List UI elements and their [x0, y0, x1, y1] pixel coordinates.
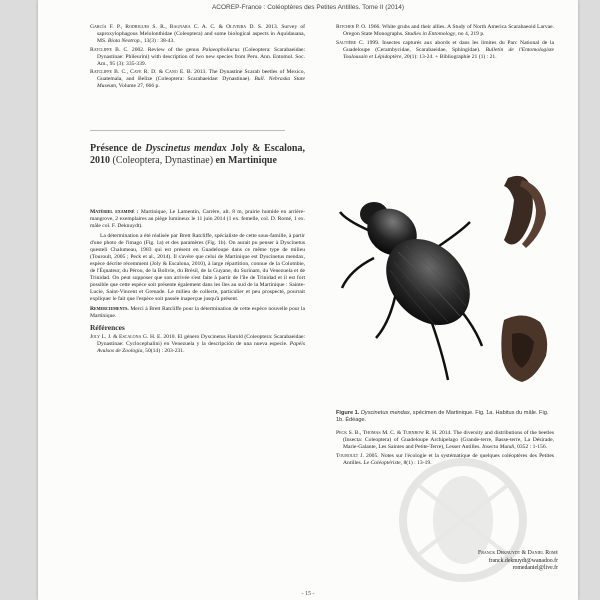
reference-tail: , 13(3) : 38-43.: [140, 38, 175, 44]
article-title: [90, 143, 305, 166]
author-email: franck.deknuydt@wanadoo.fr: [488, 557, 558, 564]
reference-journal: Le Coléoptériste: [363, 459, 401, 466]
reference-item: [90, 69, 305, 90]
reference-item: [90, 47, 305, 68]
reference-author: Touroult J.: [336, 452, 364, 459]
title-part: Joly & Escalona, 2010: [90, 143, 305, 166]
reference-tail: , 50(14) : 203-231.: [142, 348, 185, 354]
thanks-text: Merci à Brett Ratcliffe pour la détermination de cette espèce nouvelle pour la Martinique.: [90, 306, 305, 319]
title-part: Présence de: [90, 143, 146, 154]
reference-tail: , no 4, 219 p.: [455, 31, 485, 37]
caption-text: , spécimen de Martinique. Fig. 1a. Habitus du mâle. Fig. 1b. Édéage.: [336, 410, 549, 423]
author-email: romedaniel@live.fr: [512, 565, 558, 571]
reference-journal: Biota Neotrop.: [107, 38, 141, 44]
reference-item: [336, 40, 554, 61]
reference-tail: (Coleoptera: Scarabaeidae: Dynastinae: Phileurini) with description of two new species from Peru. Ann. Entomol. Soc. Am., 95 (3): 335-339.: [97, 46, 306, 67]
reference-item: [90, 24, 305, 45]
reference-tail: , 20(1): 13-24. + Bibliographie 21 (1) : 21.: [401, 53, 497, 60]
reference-journal: Bulletin de l'Entomologiste Toulousain et Lépidoptère: [343, 46, 554, 60]
material-examined: [90, 209, 305, 230]
watermark-logo: [378, 445, 548, 595]
beetle-habitus: [340, 199, 487, 380]
beetle-figure: [336, 170, 558, 410]
reference-text: 1966. White grubs and their allies. A Study of North America Scarabaeoid Larvae. Oregon State Monographs.: [343, 24, 554, 37]
caption-species: Dyscinetus mendax: [360, 410, 410, 416]
aedeagus-side: [501, 315, 547, 382]
reference-journal: Papéis Avulsos de Zoologia: [97, 341, 305, 354]
page-number: - 15 -: [301, 591, 315, 597]
reference-journal: Insecta Mundi: [482, 444, 515, 450]
reference-author: Ritcher P. O.: [336, 24, 367, 30]
reference-text: 2010. El género Dyscinetus Harold (Coleoptera: Scarabaeidae: Dynastinae: Cyclocephalini) en Venezuela y la descripción de una nueva especie.: [97, 334, 305, 347]
section-divider: [90, 130, 285, 131]
title-part: en Martinique: [213, 154, 277, 166]
reference-text: 2005. Notes sur l'écologie et la systématique de quelques coléoptères des Petites Antilles.: [343, 452, 554, 466]
reference-text: 1999. Insectes capturés aux abords et dans les limites du Parc National de la Guadeloupe (Cerambycidae, Scarabaeidae, Sphingidae).: [343, 39, 555, 53]
reference-tail: , 8(1) : 13-19.: [400, 459, 432, 466]
journal-page: [38, 0, 578, 600]
reference-text: 2013. Survey of saproxylophagous Melolonthidae (Coleoptera) and some biological aspects in Aquidauana, MS.: [97, 24, 305, 44]
author-signature: [448, 550, 558, 573]
reference-tail: , 0352 : 1-156.: [514, 444, 548, 450]
reference-item: [336, 24, 554, 38]
caption-label: Figure 1.: [336, 410, 360, 416]
article-body: [90, 209, 305, 357]
top-references-right: [336, 24, 554, 62]
top-references-left: [90, 24, 305, 92]
aedeagus-top: [504, 176, 546, 248]
reference-author: Sautière C.: [336, 39, 365, 46]
running-head: ACOREP-France : Coléoptères des Petites Antilles. Tome II (2014): [211, 4, 405, 11]
reference-author: García F. P., Rodrigues S. R., Bagnara C. A. C. & Oliveira D. S.: [90, 24, 263, 30]
references-heading: Références: [90, 323, 125, 332]
reference-text: 2013. The Dynastine Scarab beetles of Mexico, Guatemala, and Belize (Coleoptera: Scarabaeidae: Dynastinae).: [97, 69, 305, 82]
reference-text: 2014. The diversity and distributions of the beetles (Insecta: Coleoptera) of Guadeloupe Archipelago (Grande-terre, Basse-terre, La Désirade, Marie-Galante, Les Saintes and Petite-Terre), Lesser Antilles.: [343, 430, 554, 450]
beetle-photo: [336, 170, 558, 410]
material-label: Matériel examiné :: [90, 209, 139, 215]
title-taxon: (Coleoptera, Dynastinae): [112, 154, 214, 166]
reference-author: Ratcliffe B. C.: [90, 46, 129, 53]
acknowledgements: [90, 306, 305, 320]
figure-caption: [336, 410, 556, 423]
title-species: Dyscinetus mendax: [145, 143, 227, 154]
thanks-label: Remerciements.: [90, 306, 129, 312]
reference-journal: Palaeopholiurus: [202, 46, 240, 53]
reference-text: 2002. Review of the genus: [131, 46, 200, 53]
reference-journal: Studies in Entomology: [404, 31, 456, 37]
reference-author: Joly L. J. & Escalona G. H. E.: [90, 334, 162, 340]
reference-author: Peck S. B., Thomas M. C. & Turnbow R. H.: [336, 430, 438, 436]
reference-item: [90, 334, 305, 355]
material-text: Martinique, Le Lamentin, Carrère, alt. 8 m, prairie humide en arrière-mangrove, 2 exemplaires au piège lumineux le 11 juin 2014 (1 ex. femelle, col. D. Romé, 1 ex. mâle col. F. Deknuydt).: [90, 209, 306, 229]
reference-author: Ratcliffe B. C., Cave R. D. & Cano E. B.: [90, 69, 192, 75]
author-names: Franck Deknuydt & Daniel Romé: [478, 550, 558, 556]
reference-journal: Bull. Nebraska State Museum: [97, 76, 305, 89]
body-paragraph: La détermination a été réalisée par Brett Ratcliffe, spécialiste de cette sous-famille, à partir d'une photo de l'imago (Fig. 1a) et des paramères (Fig. 1b). On aurait pu penser à Dyscinetus questeli Chalumeau, 1983 qui est présent en Guadeloupe dans ce même type de milieu (Touroult, 2005 ; Peck et al., 2014). Il s'avère que celui de Martinique est Dyscinetus mendax, espèce décrite récemment (Joly & Escalona, 2010), à large répartition, connue de la Colombie, de l'Équateur, du Pérou, de la Bolivie, du Brésil, de la Guyane, du Surinam, du Venezuela et de Trinidad. On peut supposer que son arrivée s'est faite à partir de l'île de Trinidad et il est fort possible que cette espèce soit présente également dans les îles au sud de la Martinique : Sainte-Lucie, Saint-Vincent et Grenade. Le milieu de collecte, particulier et peu prospecté, pourrait expliquer le fait que l'espèce soit passée inaperçue jusqu'à présent.: [90, 233, 305, 302]
reference-tail: , Volume 27, 666 p.: [115, 83, 160, 89]
